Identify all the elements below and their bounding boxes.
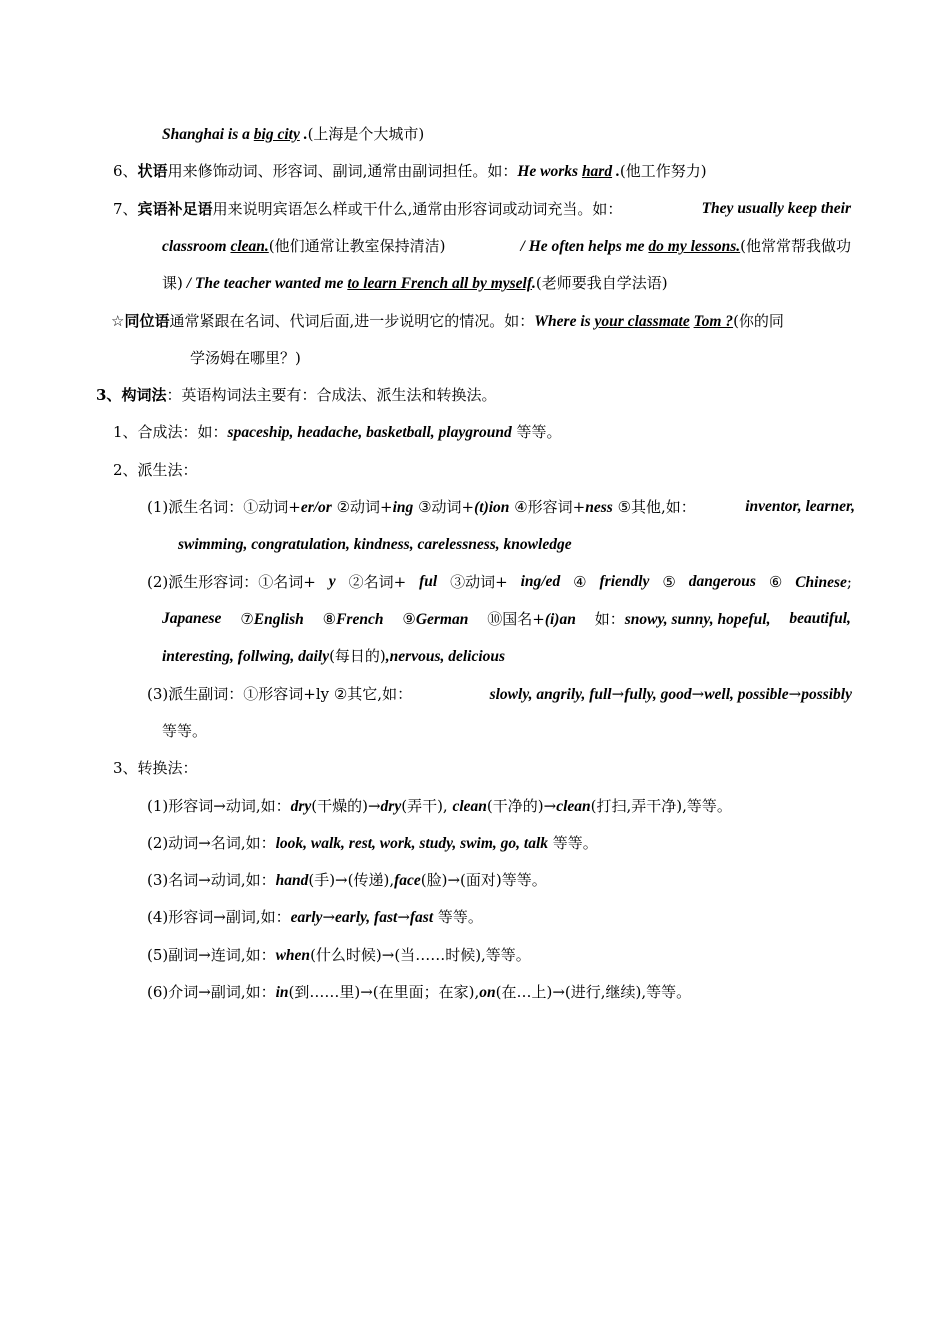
derived-adverbs-line xyxy=(147,683,852,706)
arrow-right-icon: → xyxy=(611,685,625,703)
underlined-phrase: to learn French all by myself xyxy=(347,275,533,292)
derivation-heading xyxy=(113,459,198,481)
label-text: (2)派生形容词：①名词+ xyxy=(147,573,316,591)
example-text: Where is xyxy=(534,313,595,330)
suffix: ing xyxy=(392,499,414,516)
term-appositive: 同位语 xyxy=(124,312,170,330)
circled-number: ⑤ xyxy=(662,573,676,591)
suffix: ing/ed xyxy=(520,573,561,590)
punctuation: ; xyxy=(846,573,852,591)
example-word: French xyxy=(336,611,384,628)
label-text: 如： xyxy=(594,610,625,628)
derived-nouns-line xyxy=(147,496,855,519)
suffix: y xyxy=(328,573,336,590)
translation: (上海是个大城市) xyxy=(307,125,425,143)
adverbial-definition-line xyxy=(113,160,707,183)
example-word-group xyxy=(240,608,303,631)
label-text: ②动词+ xyxy=(331,498,393,516)
derived-adjectives-line xyxy=(147,571,852,594)
example-words: interesting, follwing, daily xyxy=(162,648,330,665)
conversion-adv-to-conj xyxy=(147,944,531,967)
example-text: / He often helps me xyxy=(520,238,649,255)
example-word-group xyxy=(487,608,576,631)
derived-adjectives-line-3 xyxy=(162,645,505,668)
example-word: face xyxy=(394,872,421,889)
translation: (老师要我自学法语) xyxy=(535,274,668,292)
example-text: He works xyxy=(517,163,582,180)
underlined-phrase: hard xyxy=(581,163,613,180)
example-word: on xyxy=(479,984,496,1001)
example-word: hand xyxy=(275,872,309,889)
definition-text: 用来说明宾语怎么样或干什么,通常由形容词或动词充当。如： xyxy=(212,200,623,218)
translation: 学汤姆在哪里？) xyxy=(190,349,301,367)
circled-number: ⑨ xyxy=(402,610,416,628)
example-word: Japanese xyxy=(162,610,222,627)
example-text: Shanghai is a xyxy=(162,126,254,143)
example-word: English xyxy=(253,611,304,628)
example-word: dangerous xyxy=(688,573,756,590)
justified-row xyxy=(147,496,855,519)
translation: (他常常帮我做功 xyxy=(740,237,851,255)
suffix: ness xyxy=(585,499,613,516)
definition-part xyxy=(113,198,622,220)
example-words: snowy, sunny, hopeful, xyxy=(624,611,771,628)
conversion-verb-to-noun xyxy=(147,832,598,855)
label-text: (1)形容词→动词,如： xyxy=(147,797,291,815)
circled-number: ⑥ xyxy=(768,573,783,591)
justified-row xyxy=(162,608,851,631)
label-text: ③动词+ xyxy=(413,498,475,516)
example-words: ,nervous, delicious xyxy=(385,648,506,665)
translation: (脸)→(面对)等等。 xyxy=(420,871,547,889)
example-words: swimming, congratulation, kindness, carelessness, knowledge xyxy=(178,536,572,553)
example-part-2 xyxy=(521,235,851,258)
translation: (在…上)→(进行,继续),等等。 xyxy=(495,983,692,1001)
translation: 课) xyxy=(162,274,183,292)
example-part-1 xyxy=(162,235,446,258)
justified-row xyxy=(147,571,852,594)
definition-text: 通常紧跟在名词、代词后面,进一步说明它的情况。如： xyxy=(169,312,535,330)
example-text: / The teacher wanted me xyxy=(182,275,348,292)
label-text: (6)介词→副词,如： xyxy=(147,983,276,1001)
label-text: (3)名词→动词,如： xyxy=(147,871,276,889)
example-word: clean xyxy=(452,798,487,815)
suffix-text: 等等。 xyxy=(548,834,598,852)
term-adverbial: 状语 xyxy=(137,162,168,180)
underlined-phrase: do my lessons. xyxy=(648,238,741,255)
underlined-phrase: clean. xyxy=(230,238,269,255)
example-words: possibly xyxy=(801,686,852,703)
conversion-prep-to-adv xyxy=(147,981,691,1004)
translation: (他们通常让教室保持清洁) xyxy=(268,237,446,255)
punctuation: . xyxy=(532,275,536,292)
label-text: (2)动词→名词,如： xyxy=(147,834,276,852)
example-words: inventor, learner, xyxy=(745,498,855,515)
label-text: ②名词+ xyxy=(348,573,407,591)
translation: (他工作努力) xyxy=(619,162,707,180)
label-text: 3、转换法： xyxy=(113,759,198,777)
derived-nouns-part-1 xyxy=(147,496,696,519)
justified-row xyxy=(113,198,851,220)
punctuation: . xyxy=(612,163,620,180)
circled-number: ⑦ xyxy=(240,610,254,628)
example-words: spaceship, headache, basketball, playground xyxy=(227,424,512,441)
conversion-adj-to-adv xyxy=(147,906,483,929)
arrow-right-icon: → xyxy=(788,685,802,703)
object-complement-definition-line xyxy=(113,198,851,220)
object-complement-examples-line-2 xyxy=(162,272,668,295)
example-word: in xyxy=(275,984,289,1001)
derived-adverbs-etc xyxy=(162,720,207,742)
example-words: look, walk, rest, work, study, swim, go, talk xyxy=(275,835,549,852)
example-word-group xyxy=(402,608,468,631)
example-words: early, fast xyxy=(335,909,398,926)
label-text: (5)副词→连词,如： xyxy=(147,946,276,964)
example-word-group xyxy=(323,608,384,631)
example-word: friendly xyxy=(599,573,650,590)
example-words: well, possible xyxy=(704,686,789,703)
item-number: 6、 xyxy=(113,162,138,180)
translation: (每日的) xyxy=(329,647,386,665)
example-word: fast xyxy=(409,909,434,926)
example-word: clean xyxy=(556,798,591,815)
label-text: 1、合成法：如： xyxy=(113,423,228,441)
underlined-phrase: your classmate xyxy=(594,313,690,330)
example-words-group xyxy=(490,683,852,706)
translation: (你的同 xyxy=(733,312,784,330)
term-object-complement: 宾语补足语 xyxy=(137,200,213,218)
circled-number: ④ xyxy=(573,573,587,591)
example-word: Chinese xyxy=(795,574,847,591)
example-line-shanghai xyxy=(162,123,424,146)
label-text: ⑩国名+ xyxy=(487,610,545,628)
translation: (干燥的)→ xyxy=(311,797,381,815)
label-text: (4)形容词→副词,如： xyxy=(147,908,291,926)
section-number: 3、 xyxy=(96,386,122,404)
example-words: fully, good xyxy=(624,686,692,703)
appositive-translation-line xyxy=(190,347,301,369)
star-icon: ☆ xyxy=(111,312,125,330)
conversion-adj-to-verb xyxy=(147,795,732,818)
underlined-phrase: Tom ? xyxy=(693,313,734,330)
translation: (打扫,弄干净),等等。 xyxy=(590,797,732,815)
translation: (什么时候)→(当……时候),等等。 xyxy=(310,946,531,964)
label-text: ④形容词+ xyxy=(509,498,586,516)
justified-row xyxy=(147,683,852,706)
circled-number: ⑧ xyxy=(322,610,337,628)
suffix: er/or xyxy=(300,499,332,516)
section-description: ：英语构词法主要有：合成法、派生法和转换法。 xyxy=(166,386,497,404)
example-word: beautiful, xyxy=(789,610,851,627)
appositive-definition-line xyxy=(111,310,784,333)
suffix: (i)an xyxy=(544,611,576,628)
compounding-line xyxy=(113,421,562,444)
suffix: ful xyxy=(419,573,438,590)
example-word: dry xyxy=(380,798,402,815)
derived-adjectives-line-2 xyxy=(162,608,851,631)
example-text: They usually keep their xyxy=(701,200,851,217)
example-word: when xyxy=(275,947,311,964)
arrow-right-icon: → xyxy=(322,908,336,926)
label-text: 2、派生法： xyxy=(113,461,198,479)
item-number: 7、 xyxy=(113,200,138,218)
translation: (手)→(传递), xyxy=(308,871,395,889)
punctuation: . xyxy=(299,126,308,143)
example-word-group xyxy=(595,608,771,631)
section-heading-word-formation xyxy=(96,384,496,406)
underlined-phrase: big city xyxy=(253,126,300,143)
suffix-text: 等等。 xyxy=(511,423,562,441)
label-text: ③动词+ xyxy=(450,573,508,591)
translation: (干净的)→ xyxy=(486,797,557,815)
object-complement-examples-line xyxy=(162,235,851,258)
translation: (弄干), xyxy=(401,797,453,815)
arrow-right-icon: → xyxy=(691,685,705,703)
suffix-text: 等等。 xyxy=(433,908,483,926)
example-word: early xyxy=(290,909,323,926)
label-text: ⑤其他,如： xyxy=(612,498,696,516)
example-word-group xyxy=(795,571,852,594)
label-text: 等等。 xyxy=(162,722,208,740)
conversion-noun-to-verb xyxy=(147,869,547,892)
suffix: (t)ion xyxy=(474,499,510,516)
example-word: German xyxy=(415,611,469,628)
label-text: (1)派生名词：①动词+ xyxy=(147,498,301,516)
justified-row xyxy=(162,235,851,258)
label-text: (3)派生副词：①形容词+ly ②其它,如： xyxy=(147,685,413,703)
section-title: 构词法 xyxy=(121,386,167,404)
derived-nouns-examples xyxy=(178,533,572,556)
arrow-right-icon: → xyxy=(397,908,410,926)
example-text: classroom xyxy=(162,238,231,255)
conversion-heading xyxy=(113,757,198,779)
example-word: dry xyxy=(290,798,312,815)
translation: (到……里)→(在里面；在家), xyxy=(288,983,480,1001)
example-words: slowly, angrily, full xyxy=(489,686,612,703)
definition-text: 用来修饰动词、形容词、副词,通常由副词担任。如： xyxy=(167,162,518,180)
